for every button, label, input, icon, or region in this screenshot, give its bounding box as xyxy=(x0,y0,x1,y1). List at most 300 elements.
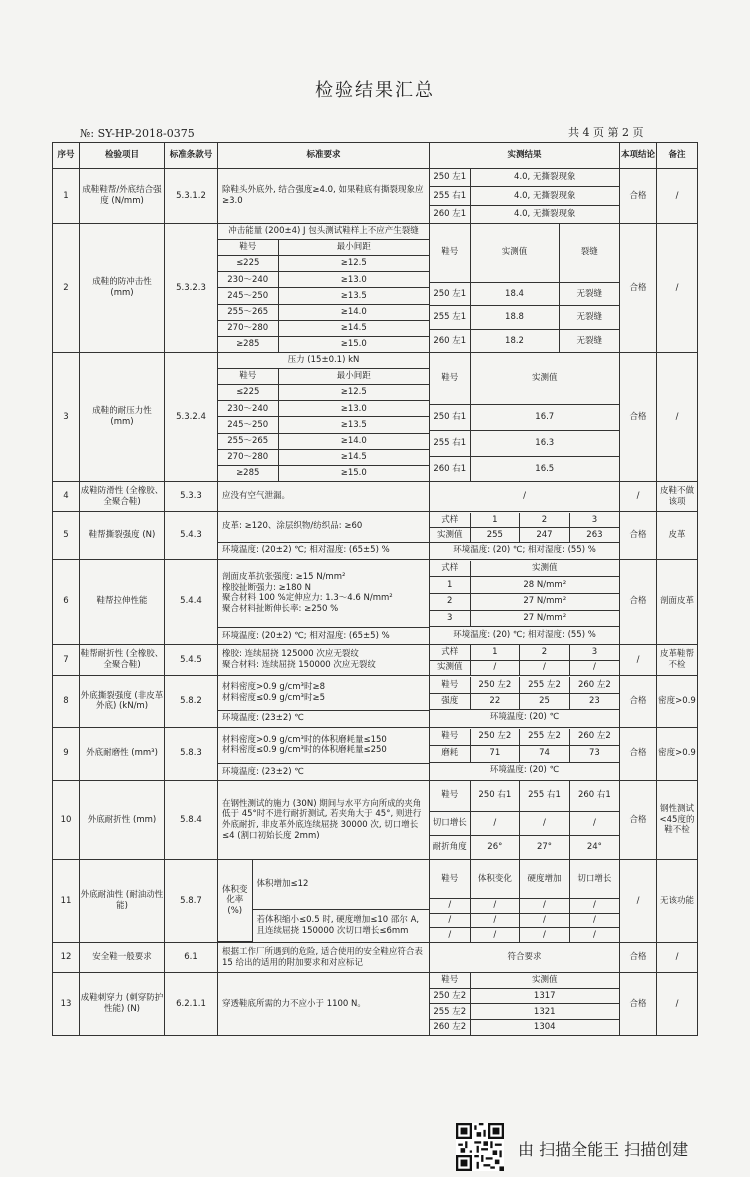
sub-table xyxy=(218,256,429,272)
result-cell xyxy=(430,645,620,676)
seq-cell: 10 xyxy=(53,781,80,860)
sub-table xyxy=(430,430,619,456)
remark-cell: 密度>0.9 xyxy=(657,676,698,728)
text-line: 聚合材料 100 %定伸应力: 1.3～4.6 N/mm² xyxy=(222,593,393,604)
table-cell: 实测值 xyxy=(470,224,559,282)
table-cell: 4.0, 无撕裂现象 xyxy=(470,187,619,205)
conclusion-cell: 合格 xyxy=(620,943,657,973)
req-cell xyxy=(218,645,430,676)
sub-table xyxy=(218,224,429,240)
conclusion-cell: 合格 xyxy=(620,559,657,645)
table-cell: 环境温度: (20±2) ℃; 相对湿度: (65±5) % xyxy=(218,542,429,559)
table-cell: 实测值 xyxy=(430,660,470,675)
req-cell xyxy=(218,559,430,645)
result-cell xyxy=(430,676,620,728)
sub-table xyxy=(430,677,619,725)
req-cell: 在钢性测试的施力 (30N) 期间与水平方向所成的夹角低于 45°时不进行耐折测试, 若夹角大于 45°, 则进行外底耐折, 非皮革外底连续屈挠 30000 次, 切口增长≤4 (割口初始长度 2mm) xyxy=(218,781,430,860)
req-cell: 应没有空气泄漏。 xyxy=(218,482,430,512)
table-cell: 皮革: ≥120、涂层织物/纺织品: ≥60 xyxy=(218,512,429,542)
item-cell: 鞋帮拉伸性能 xyxy=(80,559,165,645)
table-cell: 23 xyxy=(569,693,619,709)
text-line: 材料密度≤0.9 g/cm³时的体积磨耗量≤250 xyxy=(222,745,387,756)
table-cell: / xyxy=(430,913,470,928)
table-cell: 环境温度: (20) ℃ xyxy=(430,709,619,725)
table-cell xyxy=(218,560,429,628)
text-line: 聚合材料: 连续屈挠 150000 次应无裂纹 xyxy=(222,660,376,670)
req-cell: 穿透鞋底所需的力不应小于 1100 N。 xyxy=(218,973,430,1036)
conclusion-cell: 合格 xyxy=(620,224,657,353)
table-cell: / xyxy=(569,660,619,675)
sub-table xyxy=(430,627,619,643)
page-info: 共 4 页 第 2 页 xyxy=(568,126,644,139)
sub-table xyxy=(218,401,429,417)
seq-cell: 3 xyxy=(53,353,80,482)
item-cell: 成鞋鞋帮/外底结合强度 (N/mm) xyxy=(80,169,165,224)
result-cell xyxy=(430,169,620,224)
table-cell: 体积变化率 (%) xyxy=(218,860,252,942)
table-cell: 255 右1 xyxy=(430,187,470,205)
sub-table xyxy=(218,433,429,449)
item-cell: 成鞋防滑性 (全橡胶、全聚合鞋) xyxy=(80,482,165,512)
table-cell: 16.5 xyxy=(470,456,619,481)
sub-table xyxy=(430,456,619,481)
seq-cell: 6 xyxy=(53,559,80,645)
remark-cell: 皮革 xyxy=(657,512,698,560)
result-cell xyxy=(430,353,620,482)
table-cell: 245～250 xyxy=(218,288,278,304)
sub-table xyxy=(430,329,619,352)
seq-cell: 13 xyxy=(53,973,80,1036)
sub-table xyxy=(218,542,429,559)
table-row xyxy=(53,973,698,1036)
table-cell: 切口增长 xyxy=(430,811,470,835)
result-cell xyxy=(430,559,620,645)
req-cell xyxy=(218,224,430,353)
sub-table xyxy=(430,306,619,330)
table-cell: 鞋号 xyxy=(430,781,470,811)
table-row xyxy=(53,781,698,860)
sub-table xyxy=(218,764,429,781)
conclusion-cell: 合格 xyxy=(620,781,657,860)
table-cell: 1304 xyxy=(470,1020,619,1035)
sub-table xyxy=(430,835,619,859)
remark-cell: 皮鞋不做该项 xyxy=(657,482,698,512)
table-cell: 鞋号 xyxy=(430,224,470,282)
req-cell xyxy=(218,353,430,482)
header-seq: 序号 xyxy=(53,143,80,169)
table-cell: / xyxy=(520,913,570,928)
table-cell: / xyxy=(569,811,619,835)
table-cell: / xyxy=(470,660,520,675)
table-cell: 73 xyxy=(569,745,619,762)
text-line: 材料密度≤0.9 g/cm³时≥5 xyxy=(222,692,325,703)
table-cell: 260 左1 xyxy=(430,329,470,352)
table-cell: 24° xyxy=(569,835,619,859)
seq-cell: 4 xyxy=(53,482,80,512)
table-cell: ≤225 xyxy=(218,385,278,401)
table-cell: 255 右1 xyxy=(430,430,470,456)
sub-table xyxy=(430,610,619,627)
clause-cell: 5.4.5 xyxy=(165,645,218,676)
table-row xyxy=(53,860,698,943)
document-number: №: SY-HP-2018-0375 xyxy=(80,127,195,140)
header-result: 实测结果 xyxy=(430,143,620,169)
table-cell: 鞋号 xyxy=(218,369,278,385)
table-cell: ≥15.0 xyxy=(278,465,429,481)
table-cell: 26° xyxy=(470,835,520,859)
table-cell: 无裂缝 xyxy=(559,329,619,352)
table-cell: 鞋号 xyxy=(430,729,470,745)
result-cell: / xyxy=(430,482,620,512)
table-row xyxy=(53,353,698,482)
table-cell xyxy=(218,676,429,710)
result-cell xyxy=(430,224,620,353)
table-cell: 4.0, 无撕裂现象 xyxy=(470,205,619,223)
table-cell: 255～265 xyxy=(218,304,278,320)
table-cell: ≥13.0 xyxy=(278,272,429,288)
table-row xyxy=(53,645,698,676)
req-cell: 除鞋头外底外, 结合强度≥4.0, 如果鞋底有撕裂现象应≥3.0 xyxy=(218,169,430,224)
remark-cell: 剖面皮革 xyxy=(657,559,698,645)
scanner-watermark xyxy=(456,1123,746,1171)
item-cell: 安全鞋一般要求 xyxy=(80,943,165,973)
sub-table xyxy=(218,288,429,304)
sub-table xyxy=(430,811,619,835)
sub-table xyxy=(218,449,429,465)
sub-table xyxy=(430,169,619,223)
req-cell xyxy=(218,512,430,560)
conclusion-cell: / xyxy=(620,860,657,943)
table-row xyxy=(53,512,698,560)
table-cell: 25 xyxy=(520,693,570,709)
table-cell: 16.7 xyxy=(470,405,619,431)
sub-table xyxy=(218,728,429,781)
header-clause: 标准条款号 xyxy=(165,143,218,169)
sub-table xyxy=(218,628,429,645)
remark-cell: 皮革鞋帮不检 xyxy=(657,645,698,676)
table-cell: 247 xyxy=(520,528,570,543)
table-cell: 2 xyxy=(520,645,570,660)
result-cell: 符合要求 xyxy=(430,943,620,973)
table-cell: 体积增加≤12 xyxy=(252,860,429,910)
table-cell: 260 左1 xyxy=(430,205,470,223)
remark-cell: / xyxy=(657,224,698,353)
item-cell: 成鞋的耐压力性 (mm) xyxy=(80,353,165,482)
table-cell: 实测值 xyxy=(470,561,619,577)
table-cell: / xyxy=(569,898,619,913)
table-cell: 27 N/mm² xyxy=(470,593,619,610)
result-cell xyxy=(430,973,620,1036)
sub-table xyxy=(218,353,429,369)
table-cell: 环境温度: (20) ℃; 相对湿度: (55) % xyxy=(430,627,619,643)
sub-table xyxy=(218,304,429,320)
sub-table xyxy=(218,728,429,764)
table-cell: 3 xyxy=(569,645,619,660)
text-line: 材料密度>0.9 g/cm³时≥8 xyxy=(222,682,325,693)
table-cell: 2 xyxy=(430,593,470,610)
clause-cell: 5.3.2.3 xyxy=(165,224,218,353)
table-cell: / xyxy=(430,898,470,913)
table-cell: 体积变化 xyxy=(470,860,520,898)
sub-table xyxy=(430,645,619,660)
sub-table xyxy=(218,369,429,385)
remark-cell: 密度>0.9 xyxy=(657,727,698,781)
req-cell: 根据工作厂所遇到的危险, 适合使用的安全鞋应符合表 15 给出的适用的附加要求和对应标记 xyxy=(218,943,430,973)
clause-cell: 6.2.1.1 xyxy=(165,973,218,1036)
conclusion-cell: 合格 xyxy=(620,353,657,482)
scanner-watermark-text: 由 扫描全能王 扫描创建 xyxy=(518,1140,689,1159)
table-cell: 255 左2 xyxy=(520,677,570,693)
table-cell: ≥13.0 xyxy=(278,401,429,417)
table-cell: 270～280 xyxy=(218,449,278,465)
table-cell: 实测值 xyxy=(470,353,619,405)
sub-table xyxy=(218,240,429,256)
sub-table xyxy=(218,560,429,628)
table-cell: / xyxy=(470,811,520,835)
table-cell: 250 左1 xyxy=(430,169,470,187)
seq-cell: 2 xyxy=(53,224,80,353)
table-cell: ≤225 xyxy=(218,256,278,272)
table-cell: / xyxy=(520,928,570,942)
conclusion-cell: 合格 xyxy=(620,676,657,728)
table-cell: ≥14.5 xyxy=(278,449,429,465)
sub-table xyxy=(430,645,619,675)
sub-table xyxy=(218,224,429,352)
sub-table xyxy=(430,928,619,942)
sub-table xyxy=(218,860,429,942)
table-cell: / xyxy=(520,898,570,913)
sub-table xyxy=(218,710,429,727)
sub-table xyxy=(430,860,619,942)
seq-cell: 9 xyxy=(53,727,80,781)
seq-cell: 8 xyxy=(53,676,80,728)
table-cell: 260 右1 xyxy=(430,456,470,481)
conclusion-cell: / xyxy=(620,645,657,676)
sub-table xyxy=(430,677,619,693)
table-cell: / xyxy=(569,928,619,942)
sub-table xyxy=(430,1004,619,1020)
table-cell: 3 xyxy=(430,610,470,627)
seq-cell: 7 xyxy=(53,645,80,676)
text-line: 材料密度>0.9 g/cm³时的体积磨耗量≤150 xyxy=(222,734,387,745)
remark-cell: 无该功能 xyxy=(657,860,698,943)
sub-table xyxy=(430,282,619,306)
remark-cell: 钢性测试<45度的鞋不检 xyxy=(657,781,698,860)
req-cell xyxy=(218,676,430,728)
sub-table xyxy=(430,224,619,282)
sub-table xyxy=(218,512,429,559)
sub-table xyxy=(218,512,429,542)
table-cell: 实测值 xyxy=(430,528,470,543)
table-cell: 260 左2 xyxy=(430,1020,470,1035)
table-row xyxy=(53,224,698,353)
sub-table xyxy=(218,465,429,481)
sub-table xyxy=(430,353,619,405)
table-cell: 3 xyxy=(569,513,619,527)
clause-cell: 5.3.2.4 xyxy=(165,353,218,482)
table-cell: 若体积缩小≤0.5 时, 硬度增加≤10 邵尔 A, 且连续屈挠 150000 次切口增长≤6mm xyxy=(252,910,429,942)
results-table xyxy=(52,142,698,1036)
table-cell: / xyxy=(470,898,520,913)
table-cell: 255 左2 xyxy=(520,729,570,745)
sub-table xyxy=(430,762,619,778)
table-row xyxy=(53,676,698,728)
table-cell: 22 xyxy=(470,693,520,709)
table-cell: 环境温度: (23±2) ℃ xyxy=(218,710,429,727)
table-cell: 最小间距 xyxy=(278,369,429,385)
table-cell: 切口增长 xyxy=(569,860,619,898)
text-line: 剖面皮革抗张强度: ≥15 N/mm² xyxy=(222,572,346,582)
text-line: 聚合材料扯断伸长率: ≥250 % xyxy=(222,603,339,614)
table-cell: 强度 xyxy=(430,693,470,709)
table-cell: 260 左2 xyxy=(569,677,619,693)
table-cell: 18.4 xyxy=(470,282,559,306)
result-cell xyxy=(430,860,620,943)
table-cell: ≥14.0 xyxy=(278,304,429,320)
table-cell: 18.8 xyxy=(470,306,559,330)
sub-table xyxy=(430,781,619,859)
table-cell: 27 N/mm² xyxy=(470,610,619,627)
sub-table xyxy=(430,1020,619,1035)
table-cell: 250 左2 xyxy=(470,729,520,745)
table-cell: / xyxy=(520,811,570,835)
sub-table xyxy=(218,860,429,910)
table-cell: 16.3 xyxy=(470,430,619,456)
remark-cell: / xyxy=(657,169,698,224)
sub-table xyxy=(218,417,429,433)
sub-table xyxy=(430,593,619,610)
table-cell: 255 xyxy=(470,528,520,543)
sub-table xyxy=(430,660,619,675)
table-cell: 1317 xyxy=(470,988,619,1004)
table-cell: 250 左2 xyxy=(470,677,520,693)
header-item: 检验项目 xyxy=(80,143,165,169)
table-cell: 71 xyxy=(470,745,520,762)
table-row xyxy=(53,482,698,512)
table-cell: 1321 xyxy=(470,1004,619,1020)
sub-table xyxy=(430,528,619,543)
conclusion-cell: 合格 xyxy=(620,973,657,1036)
table-cell: / xyxy=(520,660,570,675)
clause-cell: 6.1 xyxy=(165,943,218,973)
sub-table xyxy=(430,781,619,811)
conclusion-cell: / xyxy=(620,482,657,512)
table-cell: ≥14.0 xyxy=(278,433,429,449)
table-cell: 255 左1 xyxy=(430,306,470,330)
table-cell: 1 xyxy=(430,577,470,594)
table-cell: 27° xyxy=(520,835,570,859)
remark-cell: / xyxy=(657,973,698,1036)
table-cell: 250 左2 xyxy=(430,988,470,1004)
table-cell: 270～280 xyxy=(218,320,278,336)
sub-table xyxy=(218,272,429,288)
item-cell: 外底耐油性 (耐油动性能) xyxy=(80,860,165,943)
table-cell: 压力 (15±0.1) kN xyxy=(218,353,429,369)
sub-table xyxy=(430,224,619,352)
table-cell: 鞋号 xyxy=(430,353,470,405)
result-cell xyxy=(430,781,620,860)
table-cell: 式样 xyxy=(430,513,470,527)
sub-table xyxy=(430,860,619,898)
sub-table xyxy=(218,560,429,645)
item-cell: 外底撕裂强度 (非皮革外底) (kN/m) xyxy=(80,676,165,728)
sub-table xyxy=(430,353,619,481)
clause-cell: 5.8.3 xyxy=(165,727,218,781)
req-cell xyxy=(218,860,430,943)
text-line: 橡胶: 连续屈挠 125000 次应无裂纹 xyxy=(222,649,359,660)
sub-table xyxy=(430,693,619,709)
table-cell: 无裂缝 xyxy=(559,306,619,330)
table-cell: / xyxy=(470,928,520,942)
result-cell xyxy=(430,727,620,781)
table-cell: ≥14.5 xyxy=(278,320,429,336)
table-cell: 230～240 xyxy=(218,272,278,288)
item-cell: 外底耐折性 (mm) xyxy=(80,781,165,860)
sub-table xyxy=(430,187,619,205)
table-cell: 260 左2 xyxy=(569,729,619,745)
item-cell: 成鞋的防冲击性 (mm) xyxy=(80,224,165,353)
table-row xyxy=(53,943,698,973)
header-conclusion: 本项结论 xyxy=(620,143,657,169)
table-cell: 实测值 xyxy=(470,973,619,988)
header-req: 标准要求 xyxy=(218,143,430,169)
remark-cell: / xyxy=(657,353,698,482)
text-line: 橡胶扯断强力: ≥180 N xyxy=(222,582,311,593)
table-cell: ≥13.5 xyxy=(278,417,429,433)
req-cell xyxy=(218,727,430,781)
result-cell xyxy=(430,512,620,560)
table-cell: 4.0, 无撕裂现象 xyxy=(470,169,619,187)
table-cell xyxy=(218,728,429,764)
sub-table xyxy=(430,205,619,223)
conclusion-cell: 合格 xyxy=(620,727,657,781)
clause-cell: 5.3.1.2 xyxy=(165,169,218,224)
table-cell: 鞋号 xyxy=(430,973,470,988)
table-row xyxy=(53,559,698,645)
seq-cell: 12 xyxy=(53,943,80,973)
table-cell: 250 右1 xyxy=(430,405,470,431)
table-cell: 1 xyxy=(470,513,520,527)
sub-table xyxy=(218,336,429,352)
table-cell: 260 右1 xyxy=(569,781,619,811)
table-cell: / xyxy=(569,913,619,928)
sub-table xyxy=(430,577,619,594)
sub-table xyxy=(430,745,619,762)
qr-code-icon xyxy=(456,1123,504,1171)
table-cell: 鞋号 xyxy=(430,860,470,898)
item-cell: 鞋帮耐折性 (全橡胶、全聚合鞋) xyxy=(80,645,165,676)
sub-table xyxy=(218,385,429,401)
table-cell: 263 xyxy=(569,528,619,543)
table-cell: 最小间距 xyxy=(278,240,429,256)
sub-table xyxy=(430,513,619,557)
item-cell: 外底耐磨性 (mm³) xyxy=(80,727,165,781)
sub-table xyxy=(430,729,619,779)
clause-cell: 5.3.3 xyxy=(165,482,218,512)
table-cell: 式样 xyxy=(430,561,470,577)
sub-table xyxy=(430,169,619,187)
clause-cell: 5.8.4 xyxy=(165,781,218,860)
table-row xyxy=(53,169,698,224)
table-cell: 28 N/mm² xyxy=(470,577,619,594)
table-cell: 无裂缝 xyxy=(559,282,619,306)
table-cell: 250 左1 xyxy=(430,282,470,306)
clause-cell: 5.8.2 xyxy=(165,676,218,728)
seq-cell: 1 xyxy=(53,169,80,224)
sub-table xyxy=(430,561,619,577)
table-cell: 245～250 xyxy=(218,417,278,433)
table-cell: 式样 xyxy=(430,645,470,660)
